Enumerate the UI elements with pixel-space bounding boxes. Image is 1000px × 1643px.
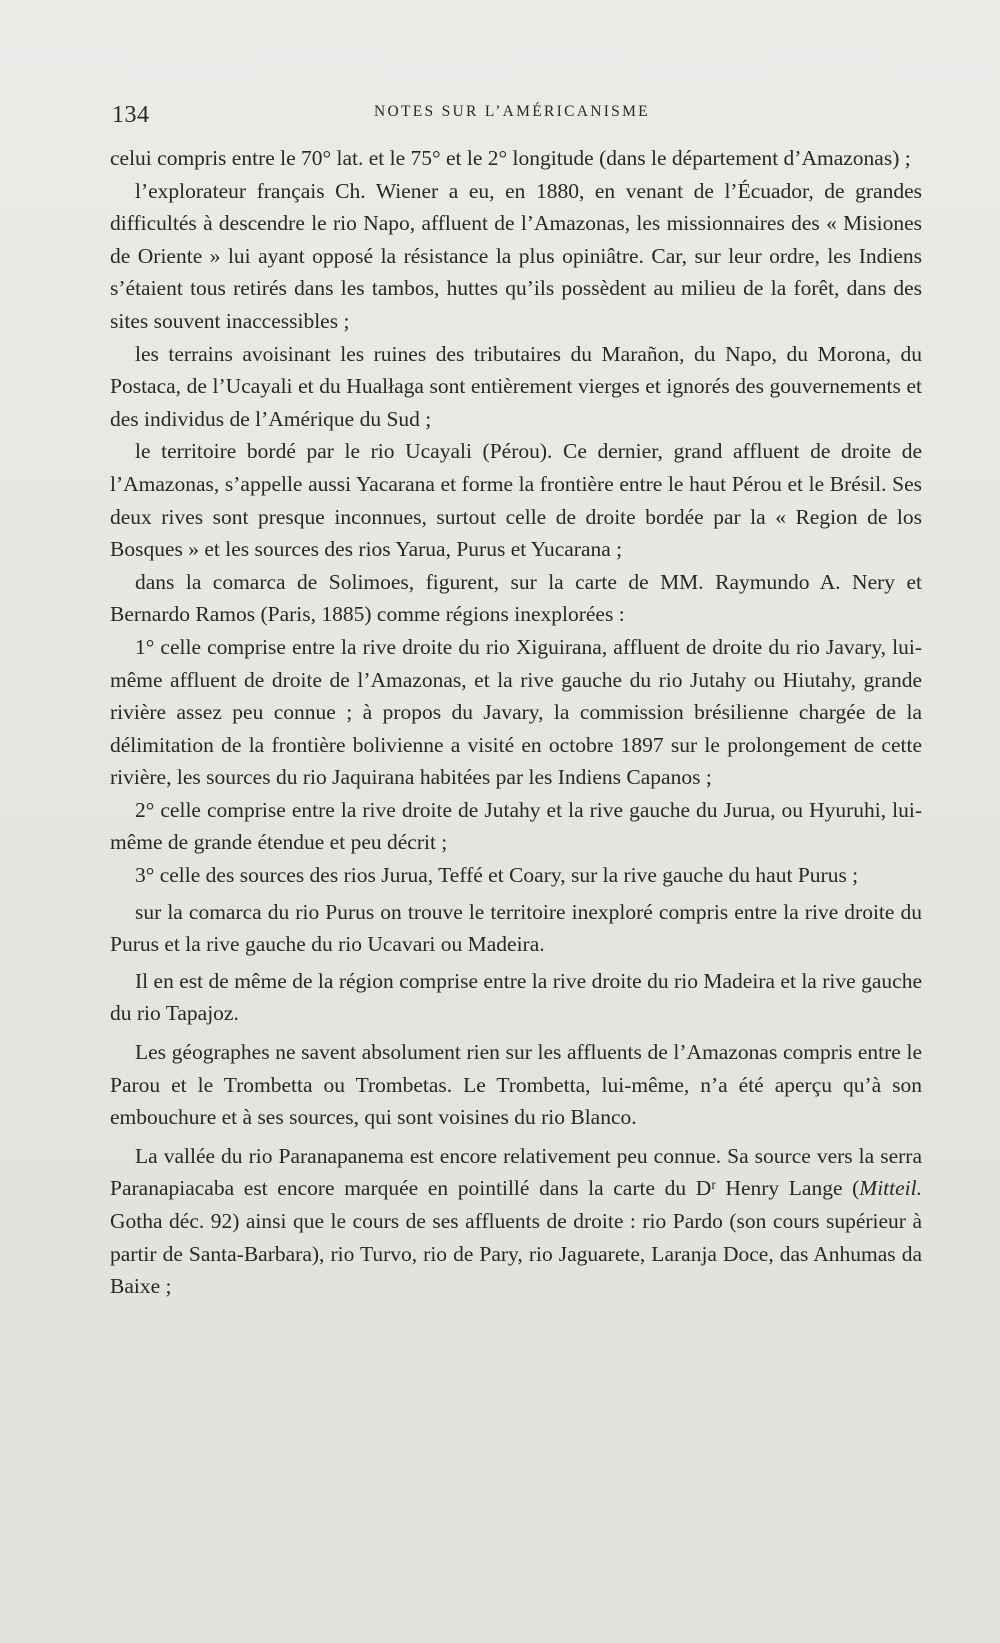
paragraph: 2° celle comprise entre la rive droite de Jutahy et la rive gauche du Jurua, ou Hyuruhi, lui-même de grande étendue et peu décrit ; bbox=[110, 797, 922, 855]
paragraph: Il en est de même de la région comprise entre la rive droite du rio Madeira et la rive gauche du rio Tapajoz. bbox=[110, 968, 922, 1026]
page-header bbox=[112, 96, 920, 136]
paragraph: 3° celle des sources des rios Jurua, Teffé et Coary, sur la rive gauche du haut Purus ; bbox=[135, 863, 859, 888]
paragraph: dans la comarca de Solimoes, figurent, sur la carte de MM. Raymundo A. Nery et Bernardo Ramos (Paris, 1885) comme régions inexplorées : bbox=[110, 569, 922, 627]
paragraph-text: La vallée du rio Paranapanema est encore relativement peu connue. Sa source vers la serra Paranapiacaba est encore marquée en pointillé dans la carte du D bbox=[110, 1143, 922, 1201]
paragraph bbox=[110, 1140, 922, 1303]
journal-title: Mitteil. bbox=[859, 1176, 922, 1201]
paragraph: celui compris entre le 70° lat. et le 75° et le 2° longitude (dans le département d’Amazonas) ; bbox=[110, 146, 911, 170]
paragraph-text: Gotha déc. 92) ainsi que le cours de ses affluents de droite : rio Pardo (son cours supérieur à partir de Santa-Barbara), rio Turvo, rio de Pary, rio Jaguarete, Laranja Doce, das Anhumas da Baixe ; bbox=[110, 1209, 922, 1299]
superscript: r bbox=[711, 1177, 716, 1193]
paragraph: Les géographes ne savent absolument rien sur les affluents de l’Amazonas compris entre le Parou et le Trombetta ou Trombetas. Le Trombetta, lui-même, n’a été aperçu qu’à son embouchure et à ses sources, qui sont voisines du rio Blanco. bbox=[110, 1040, 922, 1130]
page-number: 134 bbox=[112, 102, 150, 128]
paragraph: sur la comarca du rio Purus on trouve le territoire inexploré compris entre la rive droite du Purus et la rive gauche du rio Ucavari ou Madeira. bbox=[110, 899, 922, 957]
paragraph: le territoire bordé par le rio Ucayali (Pérou). Ce dernier, grand affluent de droite de l’Amazonas, s’appelle aussi Yacarana et forme la frontière entre le haut Pérou et le Brésil. Ses deux rives sont presque inconnues, surtout celle de droite bordée par la « Region de los Bosques » et les sources des rios Yarua, Purus et Yucarana ; bbox=[110, 439, 922, 562]
paragraph-text: Henry Lange ( bbox=[715, 1176, 860, 1201]
paragraph: 1° celle comprise entre la rive droite du rio Xiguirana, affluent de droite du rio Javary, lui-même affluent de droite de l’Amazonas, et la rive gauche du rio Jutahy ou Hiutahy, grande rivière assez peu connue ; à propos du Javary, la commission brésilienne chargée de la délimitation de la frontière bolivienne a visité en octobre 1897 sur le prolongement de cette rivière, les sources du rio Jaquirana habitées par les Indiens Capanos ; bbox=[110, 634, 922, 790]
running-head: NOTES SUR L’AMÉRICANISME bbox=[374, 103, 650, 120]
paragraph: les terrains avoisinant les ruines des tributaires du Marañon, du Napo, du Morona, du Postaca, de l’Ucayali et du Hualłaga sont entièrement vierges et ignorés des gouvernements et des individus de l’Amérique du Sud ; bbox=[110, 341, 922, 431]
body-text bbox=[110, 142, 922, 1303]
paragraph: l’explorateur français Ch. Wiener a eu, en 1880, en venant de l’Écuador, de grandes difficultés à descendre le rio Napo, affluent de l’Amazonas, les missionnaires des « Misiones de Oriente » lui ayant opposé la résistance la plus opiniâtre. Car, sur leur ordre, les Indiens s’étaient tous retirés dans les tambos, huttes qu’ils possèdent au milieu de la forêt, dans des sites souvent inaccessibles ; bbox=[110, 178, 922, 333]
